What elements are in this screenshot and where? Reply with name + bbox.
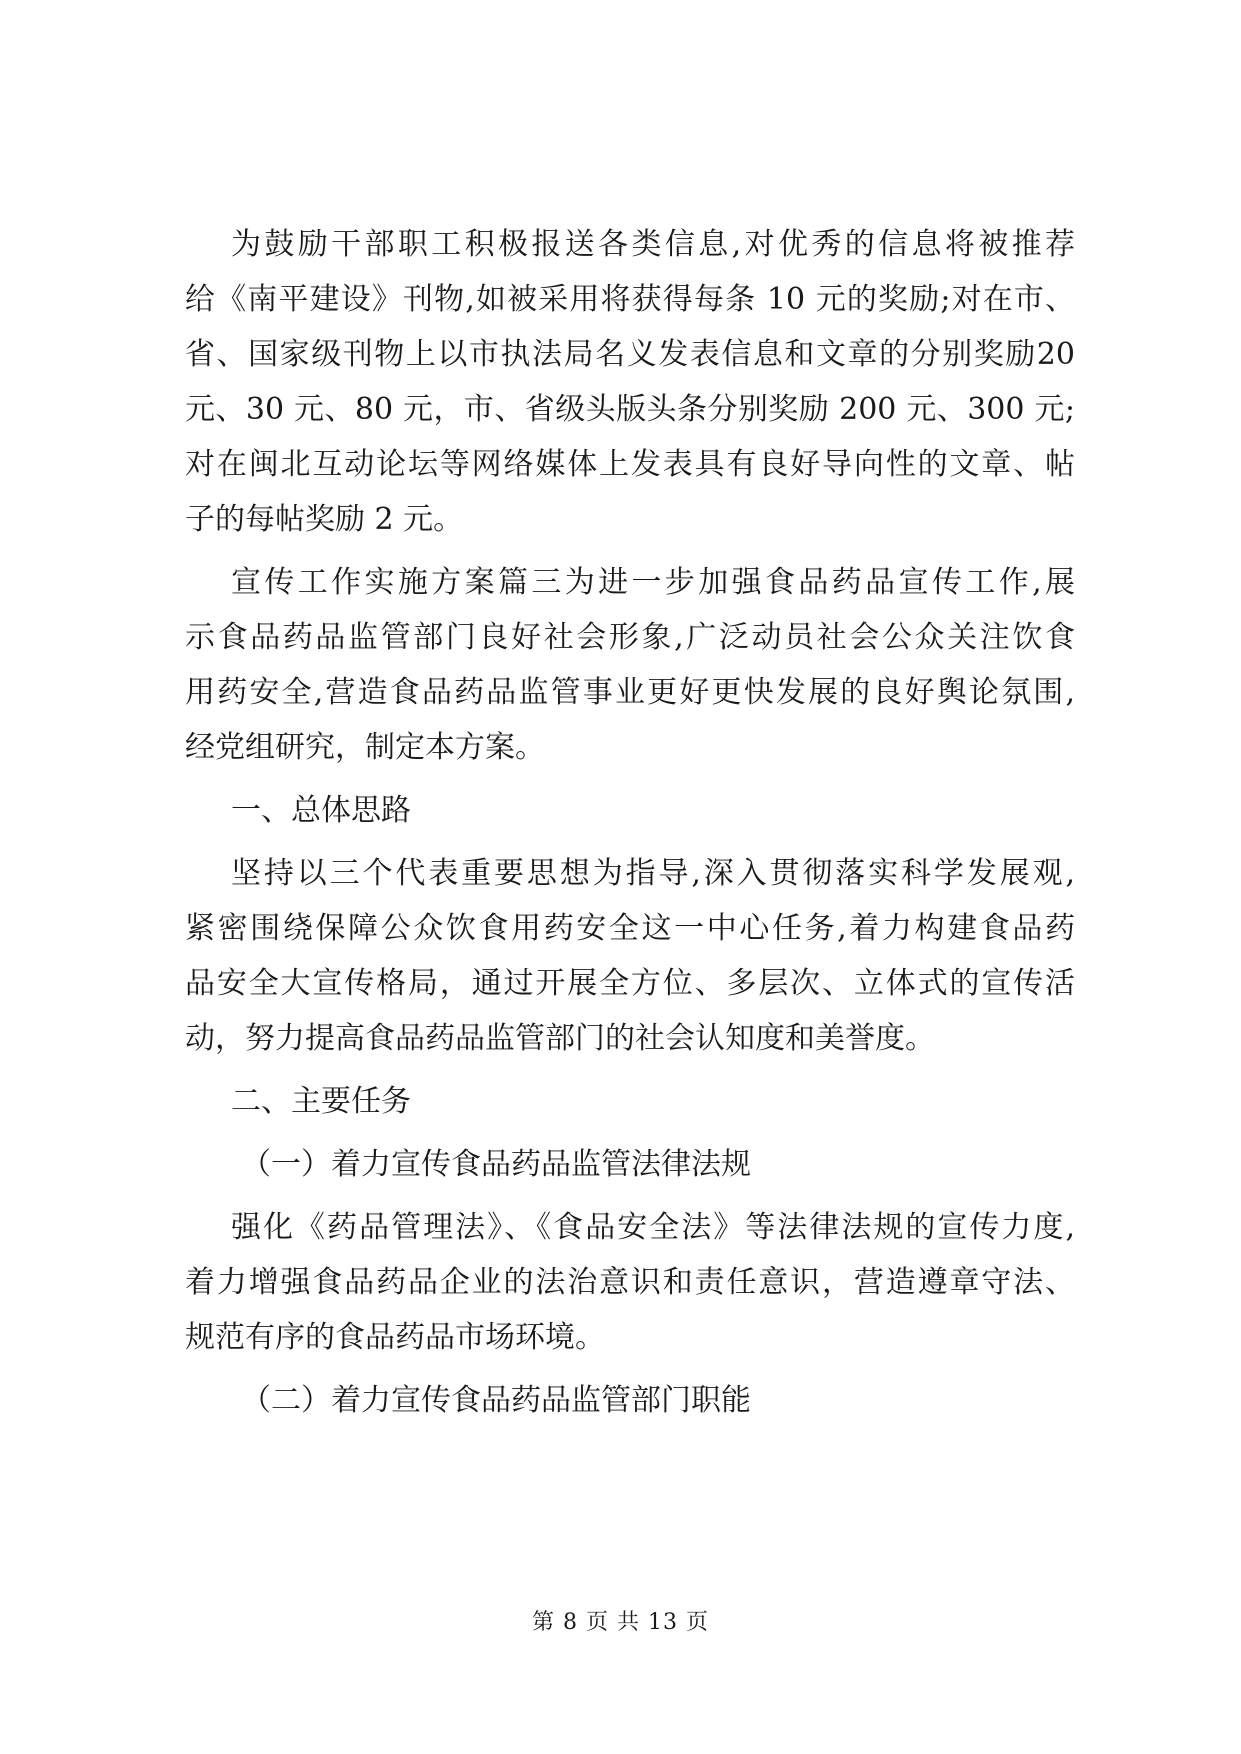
- subsection-heading: （二）着力宣传食品药品监管部门职能: [241, 1383, 751, 1418]
- paragraph-line: 子的每帖奖励 2 元。: [185, 502, 464, 537]
- paragraph-line: 为鼓励干部职工积极报送各类信息,对优秀的信息将被推荐: [231, 227, 1075, 262]
- paragraph-line: 给《南平建设》刊物,如被采用将获得每条 10 元的奖励;对在市、: [185, 282, 1075, 317]
- subsection-heading: （一）着力宣传食品药品监管法律法规: [241, 1147, 751, 1182]
- section-heading: 一、总体思路: [231, 793, 411, 828]
- paragraph-line: 用药安全,营造食品药品监管事业更好更快发展的良好舆论氛围,: [185, 675, 1075, 710]
- paragraph-line: 品安全大宣传格局，通过开展全方位、多层次、立体式的宣传活: [185, 966, 1075, 1001]
- paragraph-line: 示食品药品监管部门良好社会形象,广泛动员社会公众关注饮食: [185, 620, 1075, 655]
- paragraph-line: 经党组研究，制定本方案。: [185, 730, 545, 765]
- paragraph-line: 紧密围绕保障公众饮食用药安全这一中心任务,着力构建食品药: [185, 911, 1075, 946]
- paragraph-line: 强化《药品管理法》、《食品安全法》等法律法规的宣传力度,: [231, 1210, 1075, 1245]
- paragraph-line: 对在闽北互动论坛等网络媒体上发表具有良好导向性的文章、帖: [185, 447, 1075, 482]
- page-number-footer: 第 8 页 共 13 页: [532, 1610, 709, 1635]
- paragraph-line: 动，努力提高食品药品监管部门的社会认知度和美誉度。: [185, 1021, 935, 1056]
- paragraph-line: 规范有序的食品药品市场环境。: [185, 1320, 605, 1355]
- paragraph-line: 坚持以三个代表重要思想为指导,深入贯彻落实科学发展观,: [231, 856, 1075, 891]
- section-heading: 二、主要任务: [231, 1084, 411, 1119]
- paragraph-line: 元、30 元、80 元，市、省级头版头条分别奖励 200 元、300 元;: [185, 392, 1075, 427]
- paragraph-line: 省、国家级刊物上以市执法局名义发表信息和文章的分别奖励20: [185, 337, 1075, 372]
- paragraph-line: 着力增强食品药品企业的法治意识和责任意识，营造遵章守法、: [185, 1265, 1075, 1300]
- paragraph-line: 宣传工作实施方案篇三为进一步加强食品药品宣传工作,展: [231, 565, 1075, 600]
